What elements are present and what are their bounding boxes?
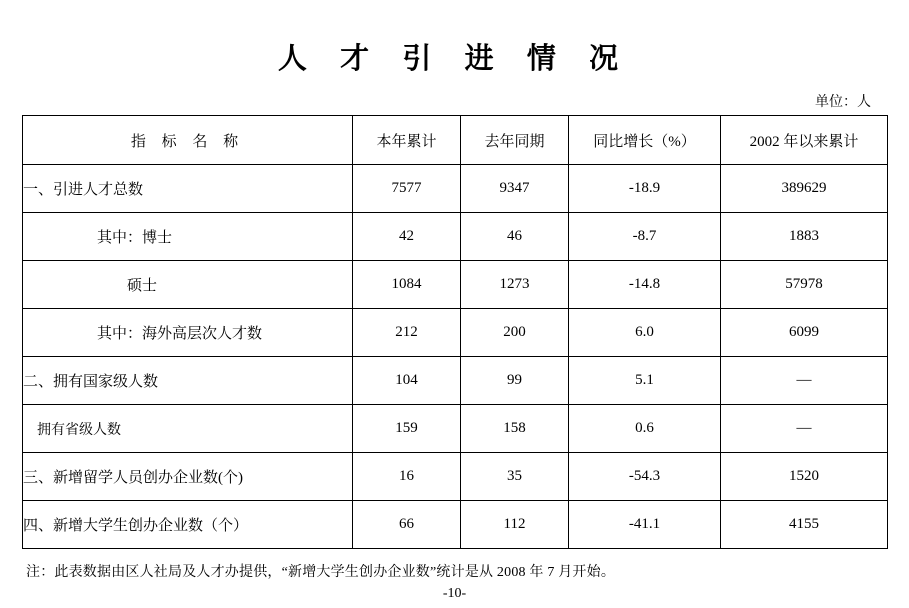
table-row (23, 357, 888, 405)
cell-since-2002: 1520 (721, 453, 888, 501)
table-body (23, 165, 888, 549)
column-header-this-year: 本年累计 (353, 116, 461, 165)
unit-label: 单位：人 (815, 95, 871, 110)
cell-this-year: 159 (353, 405, 461, 453)
table-row (23, 405, 888, 453)
cell-growth: -54.3 (569, 453, 721, 501)
table-row (23, 165, 888, 213)
table-row (23, 501, 888, 549)
cell-this-year: 212 (353, 309, 461, 357)
row-label: 三、新增留学人员创办企业数(个) (23, 453, 353, 501)
cell-this-year: 42 (353, 213, 461, 261)
table-row (23, 213, 888, 261)
column-header-since-2002: 2002 年以来累计 (721, 116, 888, 165)
column-header-last-year: 去年同期 (461, 116, 569, 165)
page-number: -10- (442, 586, 467, 601)
table-container (0, 115, 909, 549)
cell-last-year: 35 (461, 453, 569, 501)
cell-last-year: 112 (461, 501, 569, 549)
row-label: 拥有省级人数 (23, 405, 353, 453)
table-row (23, 261, 888, 309)
cell-since-2002: 6099 (721, 309, 888, 357)
cell-last-year: 1273 (461, 261, 569, 309)
cell-this-year: 104 (353, 357, 461, 405)
table-header (23, 116, 888, 165)
table-row (23, 309, 888, 357)
cell-growth: 5.1 (569, 357, 721, 405)
cell-this-year: 16 (353, 453, 461, 501)
cell-since-2002: 57978 (721, 261, 888, 309)
cell-last-year: 99 (461, 357, 569, 405)
cell-this-year: 7577 (353, 165, 461, 213)
cell-growth: -14.8 (569, 261, 721, 309)
cell-growth: -8.7 (569, 213, 721, 261)
cell-this-year: 66 (353, 501, 461, 549)
cell-since-2002: 389629 (721, 165, 888, 213)
row-label: 二、拥有国家级人数 (23, 357, 353, 405)
row-label: 其中：海外高层次人才数 (23, 309, 353, 357)
cell-last-year: 200 (461, 309, 569, 357)
cell-since-2002: 1883 (721, 213, 888, 261)
cell-growth: 0.6 (569, 405, 721, 453)
table-header-row (23, 116, 888, 165)
cell-since-2002: — (721, 405, 888, 453)
row-label: 一、引进人才总数 (23, 165, 353, 213)
cell-last-year: 46 (461, 213, 569, 261)
page-title: 人 才 引 进 情 况 (277, 43, 632, 75)
statistics-table (22, 115, 888, 549)
cell-growth: 6.0 (569, 309, 721, 357)
table-row (23, 453, 888, 501)
cell-last-year: 9347 (461, 165, 569, 213)
cell-last-year: 158 (461, 405, 569, 453)
cell-growth: -18.9 (569, 165, 721, 213)
table-note: 注：此表数据由区人社局及人才办提供，“新增大学生创办企业数”统计是从 2008 年 7 月开始。 (26, 565, 616, 580)
cell-growth: -41.1 (569, 501, 721, 549)
row-label: 其中：博士 (23, 213, 353, 261)
row-label: 四、新增大学生创办企业数（个） (23, 501, 353, 549)
column-header-growth: 同比增长（%） (569, 116, 721, 165)
cell-since-2002: — (721, 357, 888, 405)
column-header-indicator: 指 标 名 称 (23, 116, 353, 165)
cell-this-year: 1084 (353, 261, 461, 309)
row-label: 硕士 (23, 261, 353, 309)
cell-since-2002: 4155 (721, 501, 888, 549)
